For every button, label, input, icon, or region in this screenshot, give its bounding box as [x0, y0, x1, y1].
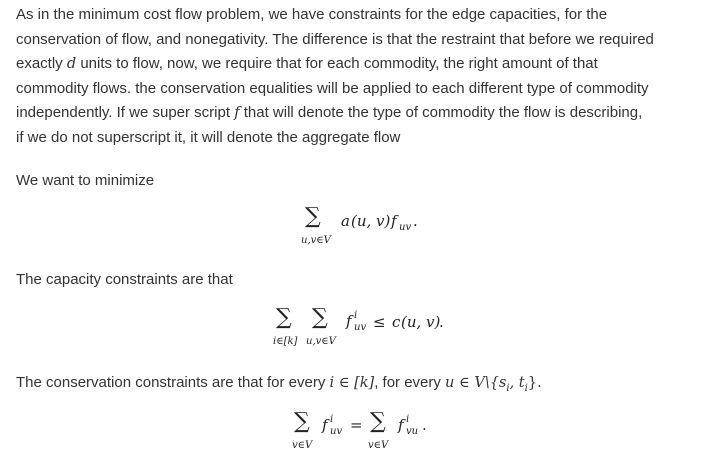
math-t: , t	[509, 375, 525, 391]
text-line: if we do not superscript it, it will denote the aggregate flow	[16, 128, 401, 146]
math-args: (u, v)	[351, 212, 391, 230]
math-f: f	[234, 105, 240, 122]
text-span: that will denote the type of commodity the flow is describing,	[239, 104, 643, 122]
text-span: , for every	[374, 374, 446, 391]
math-u: u	[445, 375, 455, 391]
math-set: V\{s	[474, 375, 507, 391]
math-d: d	[66, 56, 77, 73]
text-line	[16, 52, 706, 77]
sum-limit: v∈V	[292, 440, 313, 451]
math-sub: i	[524, 383, 528, 394]
sum-symbol: ∑	[370, 409, 386, 434]
sum-limit: i∈[k]	[273, 336, 298, 347]
math-sub: vu	[406, 426, 419, 437]
capacity-equation	[0, 304, 717, 352]
math-sub: uv	[399, 222, 412, 233]
text-line: We want to minimize	[16, 172, 155, 189]
math-period: .	[439, 313, 444, 331]
conservation-equation	[0, 408, 717, 456]
math-a: a	[341, 212, 350, 230]
objective-equation	[0, 203, 717, 251]
text-line: The capacity constraints are that	[16, 271, 233, 288]
minimize-paragraph	[16, 169, 706, 194]
math-period: .	[537, 375, 542, 391]
sum-symbol: ∑	[276, 305, 292, 330]
math-sup: i	[330, 414, 334, 425]
math-in: ∈	[334, 375, 355, 391]
text-span: The conservation constraints are that for every	[16, 374, 330, 391]
math-f: f	[391, 212, 397, 230]
conservation-paragraph	[16, 371, 706, 402]
math-k: [k]	[354, 375, 375, 391]
text-line	[16, 371, 706, 402]
sum-limit: u,v∈V	[306, 336, 336, 347]
capacity-paragraph	[16, 268, 706, 293]
text-line	[16, 101, 706, 126]
math-c: c	[392, 313, 401, 331]
math-period: .	[413, 212, 418, 230]
sum-limit: u,v∈V	[301, 235, 331, 246]
intro-paragraph	[16, 3, 706, 151]
math-sub: i	[506, 383, 510, 394]
math-sup: i	[354, 310, 358, 321]
text-span: independently. If we super script	[16, 104, 235, 122]
sum-symbol: ∑	[312, 305, 328, 330]
math-in: ∈	[454, 375, 475, 391]
math-args: (u, v)	[401, 313, 441, 331]
sum-symbol: ∑	[294, 409, 310, 434]
text-span: exactly	[16, 55, 67, 73]
math-equals: =	[350, 416, 363, 434]
math-period: .	[422, 416, 427, 434]
math-sub: uv	[330, 426, 343, 437]
text-span: units to flow, now, we require that for each commodity, the right amount of that	[76, 55, 598, 73]
sum-symbol: ∑	[305, 204, 321, 229]
math-leq: ≤	[373, 313, 386, 331]
math-sub: uv	[354, 322, 367, 333]
text-line: commodity flows. the conservation equalities will be applied to each different type of commodity	[16, 79, 649, 97]
math-i: i	[329, 375, 335, 391]
math-f: f	[322, 416, 328, 434]
math-sup: i	[406, 414, 410, 425]
math-f: f	[346, 312, 352, 330]
sum-limit: v∈V	[368, 440, 389, 451]
text-line: As in the minimum cost flow problem, we have constraints for the edge capacities, for the	[16, 6, 608, 23]
text-line: conservation of flow, and nonegativity. The difference is that the restraint that before we required	[16, 30, 654, 48]
math-close: }	[527, 375, 538, 391]
math-f: f	[398, 416, 404, 434]
